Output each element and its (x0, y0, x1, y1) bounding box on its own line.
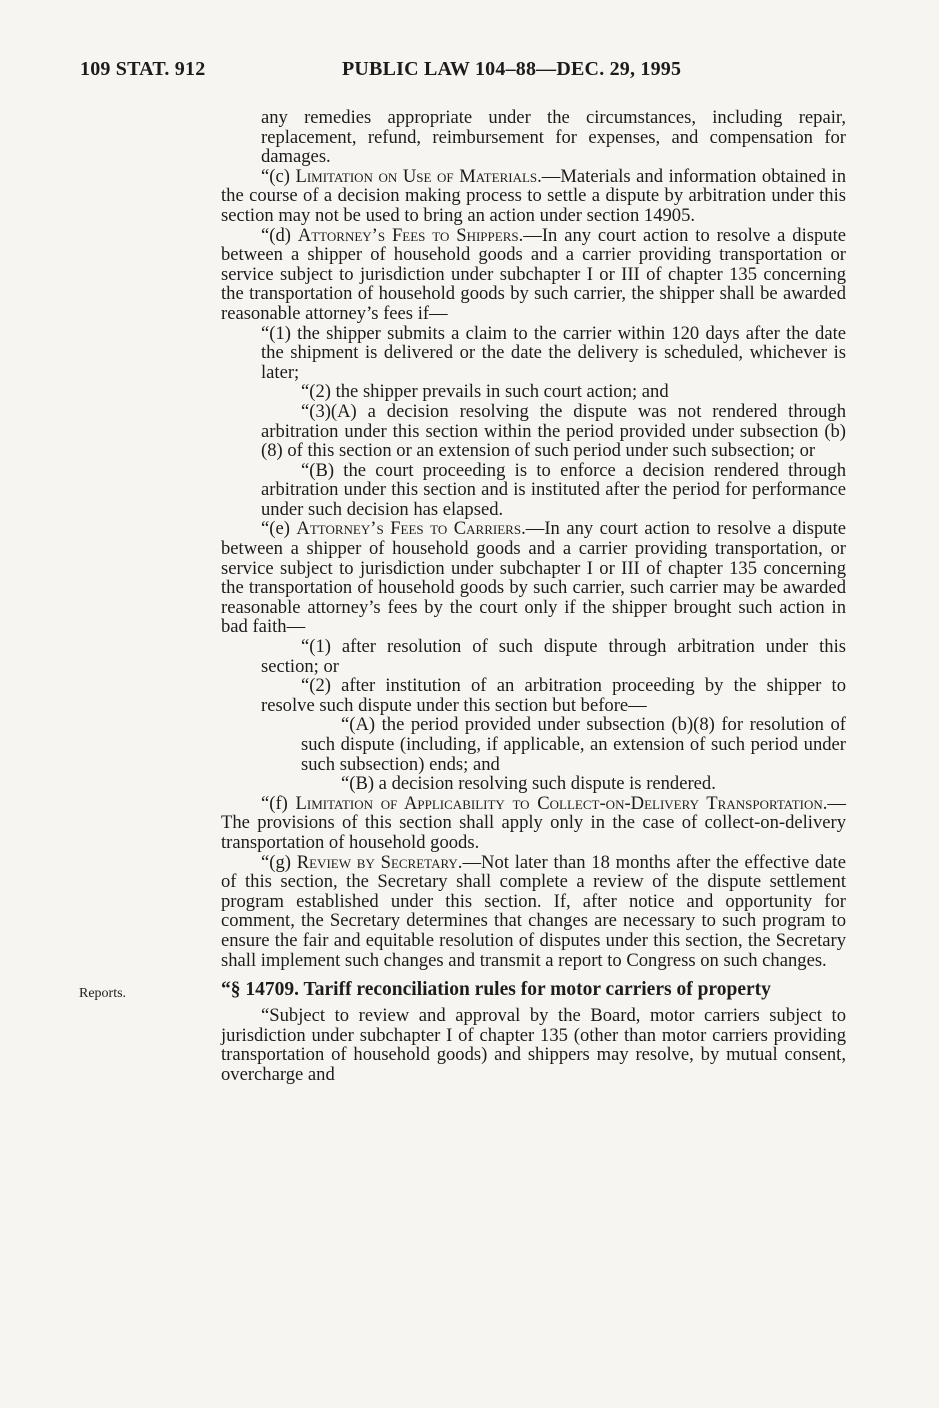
paragraph-e2: “(2) after institution of an arbitration proceeding by the shipper to resolve such dispute under this section but before— (261, 675, 846, 716)
page-header (80, 58, 860, 84)
subsection-e-caption: Attorney’s Fees to Carriers. (296, 518, 526, 540)
stat-citation: 109 STAT. 912 (80, 58, 206, 80)
paragraph-d1: “(1) the shipper submits a claim to the carrier within 120 days after the date the shipment is delivered or the date the delivery is scheduled, whichever is later; (261, 322, 846, 383)
subsection-f: “(f) Limitation of Applicability to Collect-on-Delivery Transportation.—The provisions of this section shall apply only in the case of collect-on-delivery transportation of household goods. (221, 792, 846, 853)
subsection-g-caption: Review by Secretary. (296, 851, 463, 873)
subsection-d-caption: Attorney’s Fees to Shippers. (297, 224, 524, 246)
section-text: “Subject to review and approval by the Board, motor carriers subject to jurisdiction under subchapter I of chapter 135 (other than motor carriers providing transportation of household goods) and shippers may resolve, by mutual consent, overcharge and (221, 1005, 846, 1085)
subsection-e: “(e) Attorney’s Fees to Carriers.—In any court action to resolve a dispute between a shipper of household goods and a carrier providing transportation, or service subject to jurisdiction under subchapter I or III of chapter 135 concerning the transportation of household goods by such carrier, such carrier may be awarded reasonable attorney’s fees by the court only if the shipper brought such action in bad faith— (221, 518, 846, 638)
section-heading (221, 980, 846, 1000)
paragraph-d3b: “(B) the court proceeding is to enforce a decision rendered through arbitration under this section and is instituted after the period for performance under such decision has elapsed. (261, 459, 846, 520)
subsection-c: “(c) Limitation on Use of Materials.—Materials and information obtained in the course of a decision making process to settle a dispute by arbitration under this section may not be used to bring an action under section 14905. (221, 165, 846, 226)
subsection-f-caption: Limitation of Applicability to Collect-on-Delivery Transportation. (295, 792, 828, 814)
subsection-d: “(d) Attorney’s Fees to Shippers.—In any court action to resolve a dispute between a shipper of household goods and a carrier providing transportation or service subject to jurisdiction under subchapter I or III of chapter 135 concerning the transportation of household goods by such carrier, the shipper shall be awarded reasonable attorney’s fees if— (221, 224, 846, 324)
section-number: “§ 14709. (221, 979, 304, 1001)
margin-note: Reports. (79, 986, 127, 1001)
paragraph-e1: “(1) after resolution of such dispute through arbitration under this section; or (261, 636, 846, 677)
page-body (221, 108, 846, 1085)
paragraph-d2: “(2) the shipper prevails in such court action; and (301, 381, 669, 403)
subsection-g: “(g) Review by Secretary.—Not later than 18 months after the effective date of this section, the Secretary shall complete a review of the dispute settlement program established under this section. If, after notice and opportunity for comment, the Secretary determines that changes are necessary to such program to ensure the fair and equitable resolution of disputes under this section, the Secretary shall implement such changes and transmit a report to Congress on such changes. (221, 851, 846, 971)
law-citation: PUBLIC LAW 104–88—DEC. 29, 1995 (342, 58, 682, 80)
section-title: Tariff reconciliation rules for motor carriers of property (303, 979, 771, 1001)
paragraph-e2a: “(A) the period provided under subsection (b)(8) for resolution of such dispute (including, if applicable, an extension of such period under such subsection) ends; and (301, 714, 846, 775)
paragraph-continuation: any remedies appropriate under the circumstances, including repair, replacement, refund, reimbursement for expenses, and compensation for damages. (261, 107, 846, 168)
paragraph-e2b: “(B) a decision resolving such dispute is rendered. (341, 773, 716, 795)
subsection-c-caption: Limitation on Use of Materials. (295, 165, 542, 187)
paragraph-d3a: “(3)(A) a decision resolving the dispute was not rendered through arbitration under this section within the period provided under subsection (b)(8) of this section or an extension of such period under such subsection; or (261, 400, 846, 462)
